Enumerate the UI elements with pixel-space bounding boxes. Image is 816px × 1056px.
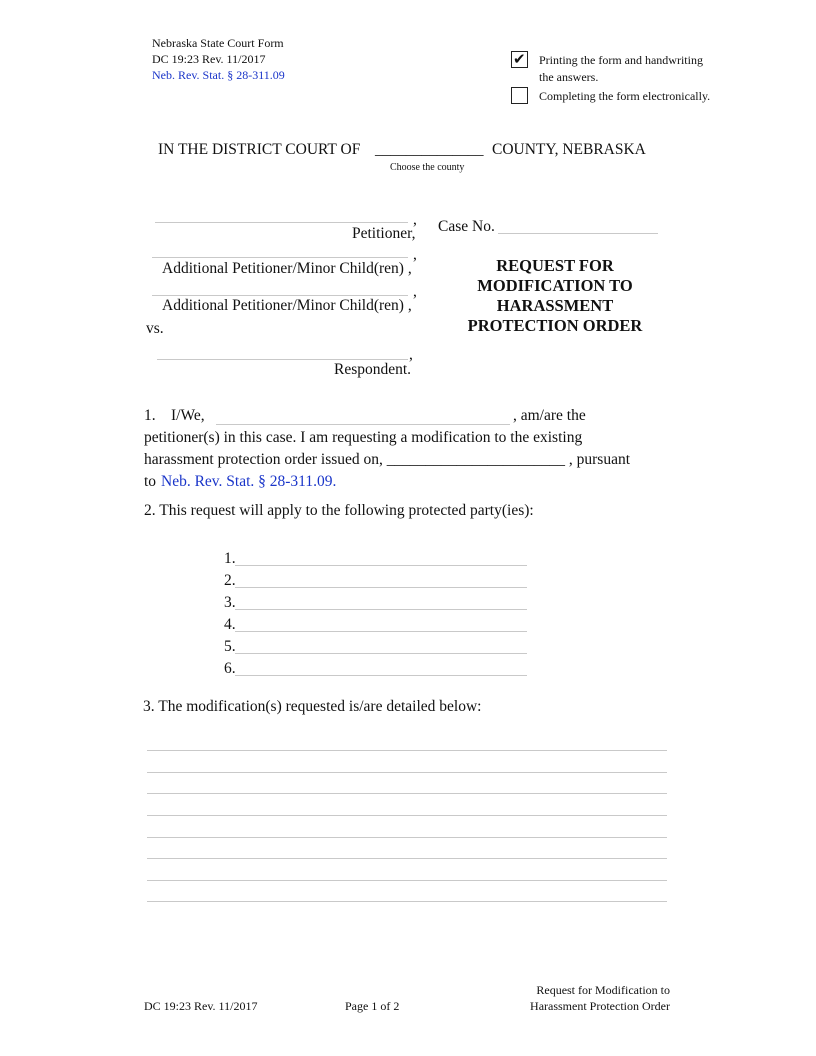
additional-1-comma: , xyxy=(413,246,417,263)
p1-line-3: harassment protection order issued on, _______________________ , pursuant xyxy=(144,451,631,468)
electronic-option-checkbox[interactable] xyxy=(511,87,528,104)
modification-line[interactable] xyxy=(147,837,667,838)
modification-line[interactable] xyxy=(147,772,667,773)
case-no-line[interactable] xyxy=(498,233,658,234)
party-line[interactable] xyxy=(235,587,527,588)
county-blank[interactable]: ______________ xyxy=(375,141,484,158)
form-name: Nebraska State Court Form xyxy=(152,36,284,50)
petitioner-names-line[interactable] xyxy=(216,424,510,425)
footer-title-1: Request for Modification to xyxy=(536,983,670,997)
additional-petitioner-1-label: Additional Petitioner/Minor Child(ren) , xyxy=(162,260,412,277)
party-number: 3. xyxy=(224,594,236,611)
party-number: 2. xyxy=(224,572,236,589)
modification-line[interactable] xyxy=(147,815,667,816)
footer-page-number: Page 1 of 2 xyxy=(345,999,400,1013)
p1-statute-link[interactable]: Neb. Rev. Stat. § 28-311.09. xyxy=(161,473,337,490)
p3-text: 3. The modification(s) requested is/are detailed below: xyxy=(143,698,482,715)
modification-line[interactable] xyxy=(147,858,667,859)
party-line[interactable] xyxy=(235,675,527,676)
print-option-label-1: Printing the form and handwriting xyxy=(539,53,703,67)
document-title: REQUEST FOR MODIFICATION TO HARASSMENT PROTECTION ORDER xyxy=(467,256,643,335)
court-suffix: COUNTY, NEBRASKA xyxy=(492,141,646,158)
modification-line[interactable] xyxy=(147,901,667,902)
petitioner-name-line[interactable] xyxy=(155,222,408,223)
party-line[interactable] xyxy=(235,631,527,632)
p1-line-2: petitioner(s) in this case. I am requesting a modification to the existing xyxy=(144,429,583,446)
petitioner-label: Petitioner, xyxy=(352,225,416,242)
party-number: 1. xyxy=(224,550,236,567)
p2-text: 2. This request will apply to the following protected party(ies): xyxy=(144,502,534,519)
petitioner-comma: , xyxy=(413,211,417,228)
footer-form-code: DC 19:23 Rev. 11/2017 xyxy=(144,999,258,1013)
case-no-label: Case No. xyxy=(438,218,495,235)
modification-line[interactable] xyxy=(147,880,667,881)
party-line[interactable] xyxy=(235,609,527,610)
county-hint: Choose the county xyxy=(390,162,465,173)
print-option-checkbox[interactable] xyxy=(511,51,528,68)
respondent-comma: , xyxy=(409,346,413,363)
party-line[interactable] xyxy=(235,565,527,566)
statute-link[interactable]: Neb. Rev. Stat. § 28-311.09 xyxy=(152,68,285,82)
modification-line[interactable] xyxy=(147,793,667,794)
p1-to: to xyxy=(144,473,157,490)
p1-amare: , am/are the xyxy=(513,407,586,424)
party-number: 4. xyxy=(224,616,236,633)
party-number: 6. xyxy=(224,660,236,677)
additional-petitioner-2-label: Additional Petitioner/Minor Child(ren) , xyxy=(162,297,412,314)
additional-petitioner-1-line[interactable] xyxy=(152,257,408,258)
electronic-option-label: Completing the form electronically. xyxy=(539,89,711,103)
vs-label: vs. xyxy=(146,320,164,337)
respondent-label: Respondent. xyxy=(334,361,412,378)
footer-title-2: Harassment Protection Order xyxy=(530,999,670,1013)
party-line[interactable] xyxy=(235,653,527,654)
form-code: DC 19:23 Rev. 11/2017 xyxy=(152,52,266,66)
additional-2-comma: , xyxy=(413,283,417,300)
party-number: 5. xyxy=(224,638,236,655)
court-prefix: IN THE DISTRICT COURT OF xyxy=(158,141,361,158)
p1-number: 1. xyxy=(144,407,156,424)
checkmark-icon: ✔ xyxy=(513,50,526,68)
print-option-label-2: the answers. xyxy=(539,70,599,84)
modification-line[interactable] xyxy=(147,750,667,751)
p1-iwe: I/We, xyxy=(171,407,205,424)
